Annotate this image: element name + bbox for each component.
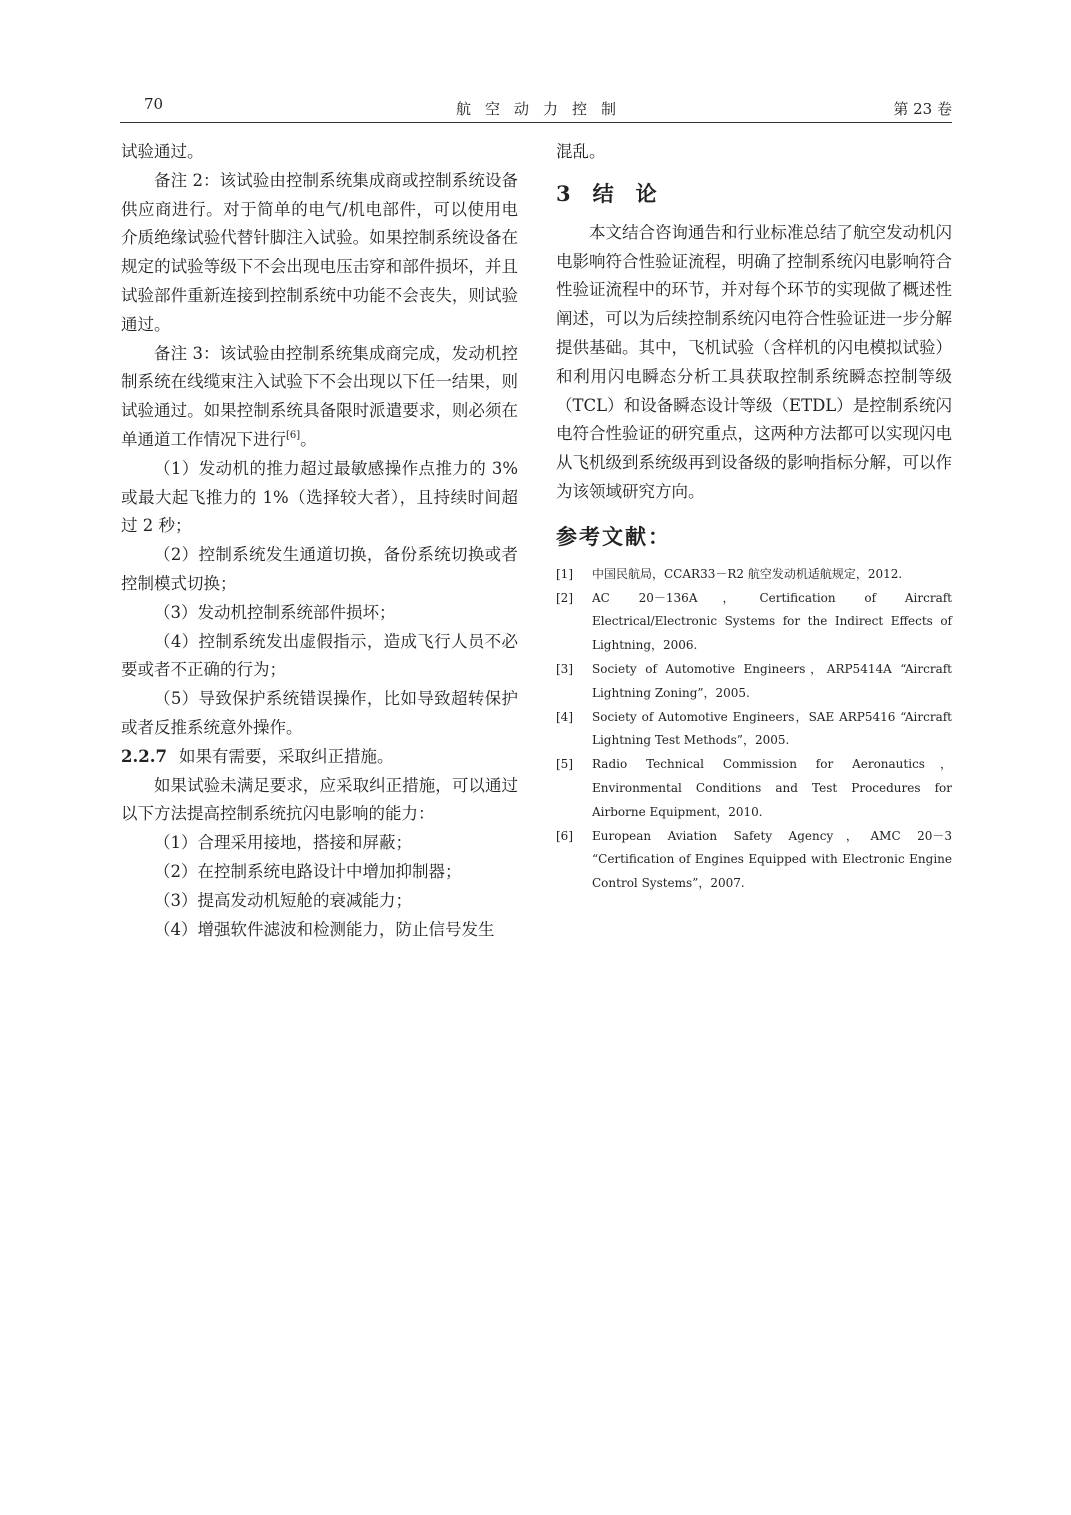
reference-text: Society of Automotive Engineers，SAE ARP5416 “Aircraft Lightning Test Methods”，2005. [592, 709, 952, 748]
subsection-title: 如果有需要，采取纠正措施。 [178, 746, 394, 766]
right-column [556, 138, 952, 896]
reference-index: [3] [556, 661, 573, 676]
conclusion-paragraph: 本文结合咨询通告和行业标准总结了航空发动机闪电影响符合性验证流程，明确了控制系统闪电影响符合性验证流程中的环节，并对每个环节的实现做了概述性阐述，可以为后续控制系统闪电符合性验证进一步分解提供基础。其中，飞机试验（含样机的闪电模拟试验）和利用闪电瞬态分析工具获取控制系统瞬态控制等级（TCL）和设备瞬态设计等级（ETDL）是控制系统闪电符合性验证的研究重点，这两种方法都可以实现闪电从飞机级到系统级再到设备级的影响指标分解，可以作为该领域研究方向。 [556, 222, 952, 501]
subsection-number: 2.2.7 [121, 746, 167, 766]
list-item-2: （2）控制系统发生通道切换，备份系统切换或者控制模式切换； [121, 545, 518, 593]
list-item-3: （3）发动机控制系统部件损坏； [154, 602, 396, 622]
page-header [120, 94, 952, 123]
reference-text: Society of Automotive Engineers，ARP5414A “Aircraft Lightning Zoning”，2005. [592, 661, 952, 700]
note-3-end: 。 [300, 429, 317, 449]
paragraph-continued: 试验通过。 [121, 142, 204, 161]
measure-item-1: （1）合理采用接地，搭接和屏蔽； [154, 833, 412, 853]
list-item-5: （5）导致保护系统错误操作，比如导致超转保护或者反推系统意外操作。 [121, 689, 518, 737]
left-column [121, 138, 518, 944]
reference-text: 中国民航局，CCAR33－R2 航空发动机适航规定，2012. [592, 566, 903, 581]
subsection-heading [121, 743, 518, 772]
measure-item-3: （3）提高发动机短舱的衰减能力； [154, 890, 412, 910]
note-3-paragraph [121, 340, 518, 455]
journal-name: 航空动力控制 [455, 100, 630, 118]
reference-index: [2] [556, 590, 573, 605]
section-number: 3 [556, 180, 571, 206]
corrective-intro: 如果试验未满足要求，应采取纠正措施，可以通过以下方法提高控制系统抗闪电影响的能力： [121, 775, 518, 824]
reference-item [556, 753, 952, 824]
reference-index: [4] [556, 709, 573, 724]
reference-list [556, 563, 952, 896]
references-heading: 参考文献： [556, 524, 671, 549]
reference-index: [1] [556, 566, 573, 581]
paragraph-continued-right: 混乱。 [556, 142, 606, 161]
measure-item-2: （2）在控制系统电路设计中增加抑制器； [154, 861, 462, 881]
reference-index: [6] [556, 828, 573, 843]
reference-text: AC 20－136A，Certification of Aircraft Electrical/Electronic Systems for the Indirect Effects of Lightning，2006. [592, 590, 952, 653]
section-title: 结论 [592, 181, 679, 206]
reference-item [556, 825, 952, 896]
reference-item [556, 563, 952, 587]
note-3-text: 备注 3：该试验由控制系统集成商完成，发动机控制系统在线缆束注入试验下不会出现以下任一结果，则试验通过。如果控制系统具备限时派遣要求，则必须在单通道工作情况下进行 [121, 343, 518, 449]
reference-text: European Aviation Safety Agency，AMC 20－3 “Certification of Engines Equipped with Electronic Engine Control Systems”，2007. [592, 828, 952, 891]
reference-item [556, 587, 952, 658]
measure-item-4: （4）增强软件滤波和检测能力，防止信号发生 [154, 919, 495, 939]
reference-item [556, 706, 952, 754]
page-number: 70 [144, 95, 164, 113]
list-item-4: （4）控制系统发出虚假指示，造成飞行人员不必要或者不正确的行为； [121, 631, 518, 680]
list-item-1: （1）发动机的推力超过最敏感操作点推力的 3%或最大起飞推力的 1%（选择较大者），且持续时间超过 2 秒； [121, 458, 518, 536]
reference-item [556, 658, 952, 706]
reference-index: [5] [556, 757, 573, 772]
note-2-paragraph: 备注 2：该试验由控制系统集成商或控制系统设备供应商进行。对于简单的电气/机电部件，可以使用电介质绝缘试验代替针脚注入试验。如果控制系统设备在规定的试验等级下不会出现电压击穿和部件损坏，并且试验部件重新连接到控制系统中功能不会丧失，则试验通过。 [121, 170, 518, 334]
section-heading [556, 178, 952, 210]
volume-label: 第 23 卷 [893, 100, 952, 118]
citation-marker: [6] [286, 429, 301, 441]
reference-text: Radio Technical Commission for Aeronautics，Environmental Conditions and Test Procedures for Airborne Equipment，2010. [592, 757, 952, 819]
